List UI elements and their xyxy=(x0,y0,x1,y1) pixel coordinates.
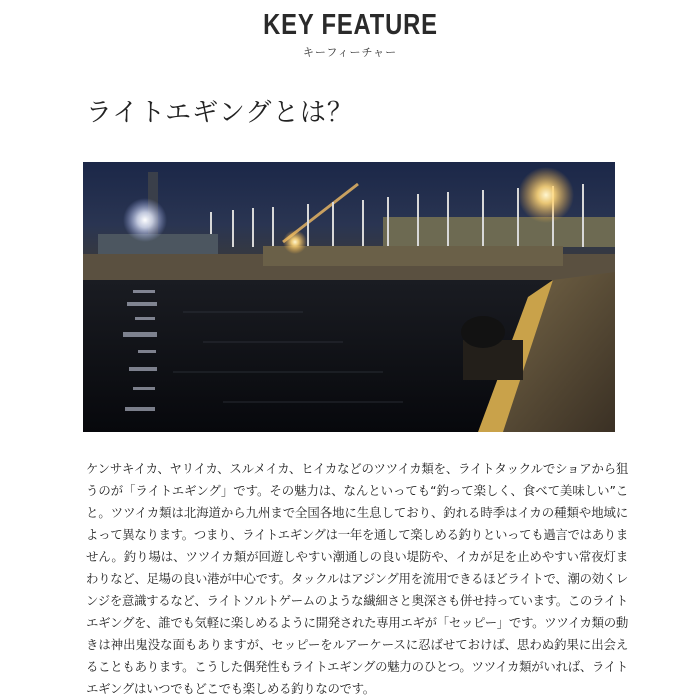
night-harbor-photo xyxy=(83,162,615,432)
page-title: KEY FEATURE xyxy=(262,9,438,41)
lamp-glow-right xyxy=(518,167,574,223)
page-subtitle: キーフィーチャー xyxy=(302,46,398,59)
lamp-glow-center xyxy=(283,230,307,254)
far-quay xyxy=(263,246,563,266)
lamp-glow-left xyxy=(123,198,167,242)
section-heading: ライトエギングとは？ xyxy=(86,98,354,128)
body-paragraph: ケンサキイカ、ヤリイカ、スルメイカ、ヒイカなどのツツイカ類を、ライトタックルでショアから狙うのが「ライトエギング」です。その魅力は、なんといっても“釣って楽しく、食べて美味しい”こと。ツツイカ類は北海道から九州まで全国各地に生息しており、釣れる時季はイカの種類や地域によって異なります。つまり、ライトエギングは一年を通して楽しめる釣りといっても過言ではありません。釣り場は、ツツイカ類が回遊しやすい潮通しの良い堤防や、イカが足を止めやすい常夜灯まわりなど、足場の良い港が中心です。タックルはアジング用を流用できるほどライトで、潮の効くレンジを意識するなど、ライトソルトゲームのような繊細さと奥深さも併せ持っています。このライトエギングを、誰でも気軽に楽しめるように開発された専用エギが「セッピー」です。ツツイカ類の動きは神出鬼没な面もありますが、セッピーをルアーケースに忍ばせておけば、思わぬ釣果に出会えることもあります。こうした偶発性もライトエギングの魅力のひとつ。ツツイカ類がいれば、ライトエギングはいつでもどこでも楽しめる釣りなのです。 xyxy=(86,461,628,696)
tire xyxy=(461,316,505,348)
header xyxy=(0,10,700,60)
